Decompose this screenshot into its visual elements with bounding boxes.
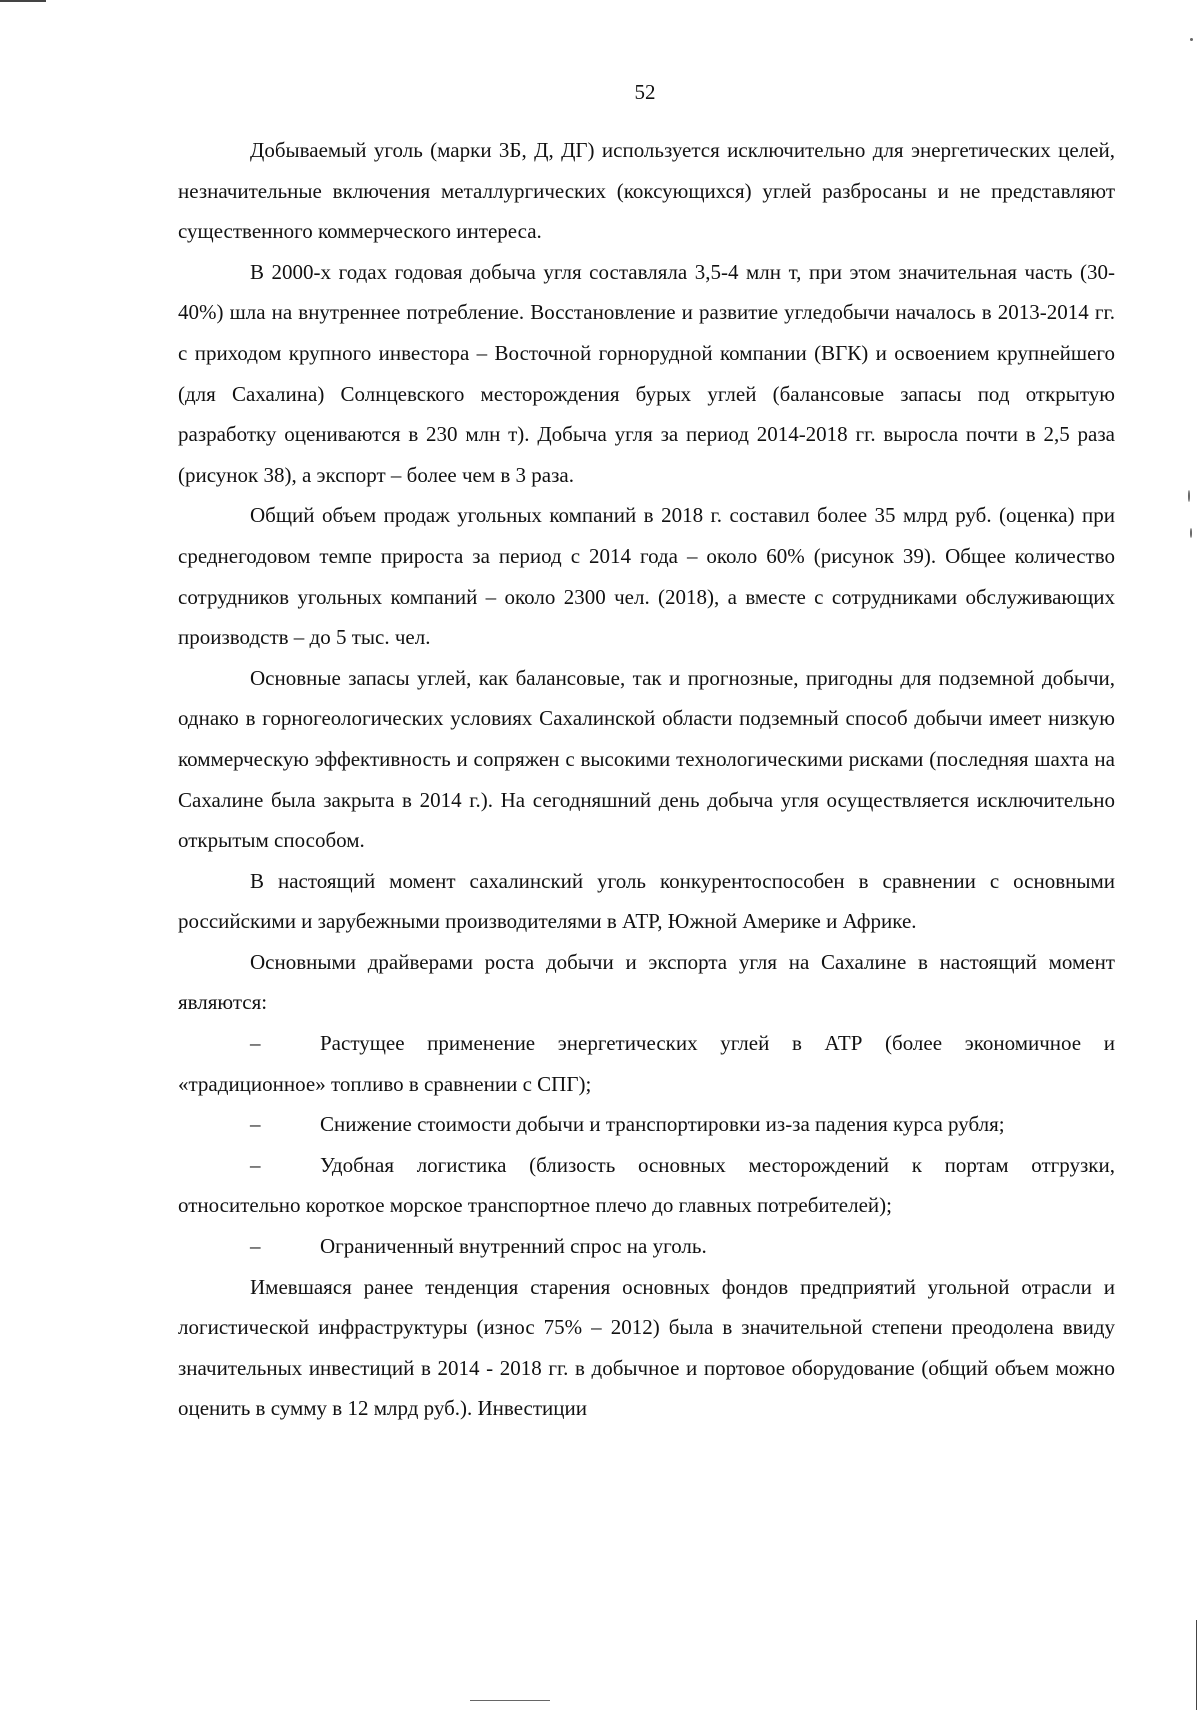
page-number: 52 xyxy=(634,80,656,104)
list-item-text: Удобная логистика (близость основных месторождений к портам отгрузки, относительно короткое морское транспортное плечо до главных потребителей); xyxy=(178,1152,1115,1218)
list-item xyxy=(178,1145,1115,1226)
list-marker: – xyxy=(250,1152,261,1177)
scan-edge-top xyxy=(0,0,46,2)
scan-speck xyxy=(1188,490,1190,502)
list-item-text: Снижение стоимости добычи и транспортировки из-за падения курса рубля; xyxy=(320,1112,1005,1137)
scan-speck xyxy=(470,1700,550,1701)
paragraph: Основные запасы углей, как балансовые, так и прогнозные, пригодны для подземной добычи, однако в горногеологических условиях Сахалинской области подземный способ добычи имеет низкую коммерческую эффективность и сопряжен с высокими технологическими рисками (последняя шахта на Сахалине была закрыта в 2014 г.). На сегодняшний день добыча угля осуществляется исключительно открытым способом. xyxy=(178,665,1115,853)
list-item xyxy=(178,1023,1115,1104)
list-item-text: Ограниченный внутренний спрос на уголь. xyxy=(320,1234,707,1259)
paragraph: В 2000-х годах годовая добыча угля составляла 3,5-4 млн т, при этом значительная часть (30-40%) шла на внутреннее потребление. Восстановление и развитие угледобычи началось в 2013-2014 гг. с приходом крупного инвестора – Восточной горнорудной компании (ВГК) и освоением крупнейшего (для Сахалина) Солнцевского месторождения бурых углей (балансовые запасы под открытую разработку оцениваются в 230 млн т). Добыча угля за период 2014-2018 гг. выросла почти в 2,5 раза (рисунок 38), а экспорт – более чем в 3 раза. xyxy=(178,259,1115,487)
bullet-list xyxy=(178,1023,1115,1267)
paragraph: Имевшаяся ранее тенденция старения основных фондов предприятий угольной отрасли и логистической инфраструктуры (износ 75% – 2012) была в значительной степени преодолена ввиду значительных инвестиций в 2014 - 2018 гг. в добычное и портовое оборудование (общий объем можно оценить в сумму в 12 млрд руб.). Инвестиции xyxy=(178,1274,1115,1421)
list-item-text: Растущее применение энергетических углей в АТР (более экономичное и «традиционное» топливо в сравнении с СПГ); xyxy=(178,1031,1115,1096)
list-marker: – xyxy=(250,1112,261,1137)
list-item xyxy=(178,1104,1115,1145)
list-item xyxy=(178,1226,1115,1267)
body-text xyxy=(178,130,1115,1429)
list-marker: – xyxy=(250,1031,261,1056)
scan-speck xyxy=(1190,528,1192,538)
paragraph: Добываемый уголь (марки 3Б, Д, ДГ) используется исключительно для энергетических целей, незначительные включения металлургических (коксующихся) углей разбросаны и не представляют существенного коммерческого интереса. xyxy=(178,138,1115,244)
paragraph: Общий объем продаж угольных компаний в 2018 г. составил более 35 млрд руб. (оценка) при среднегодовом темпе прироста за период с 2014 года – около 60% (рисунок 39). Общее количество сотрудников угольных компаний – около 2300 чел. (2018), а вместе с сотрудниками обслуживающих производств – до 5 тыс. чел. xyxy=(178,503,1115,650)
scan-edge-right xyxy=(1196,1620,1197,1710)
list-marker: – xyxy=(250,1234,261,1259)
scan-speck xyxy=(1190,38,1193,41)
paragraph: В настоящий момент сахалинский уголь конкурентоспособен в сравнении с основными российскими и зарубежными производителями в АТР, Южной Америке и Африке. xyxy=(178,868,1115,934)
paragraph: Основными драйверами роста добычи и экспорта угля на Сахалине в настоящий момент являются: xyxy=(178,949,1115,1015)
